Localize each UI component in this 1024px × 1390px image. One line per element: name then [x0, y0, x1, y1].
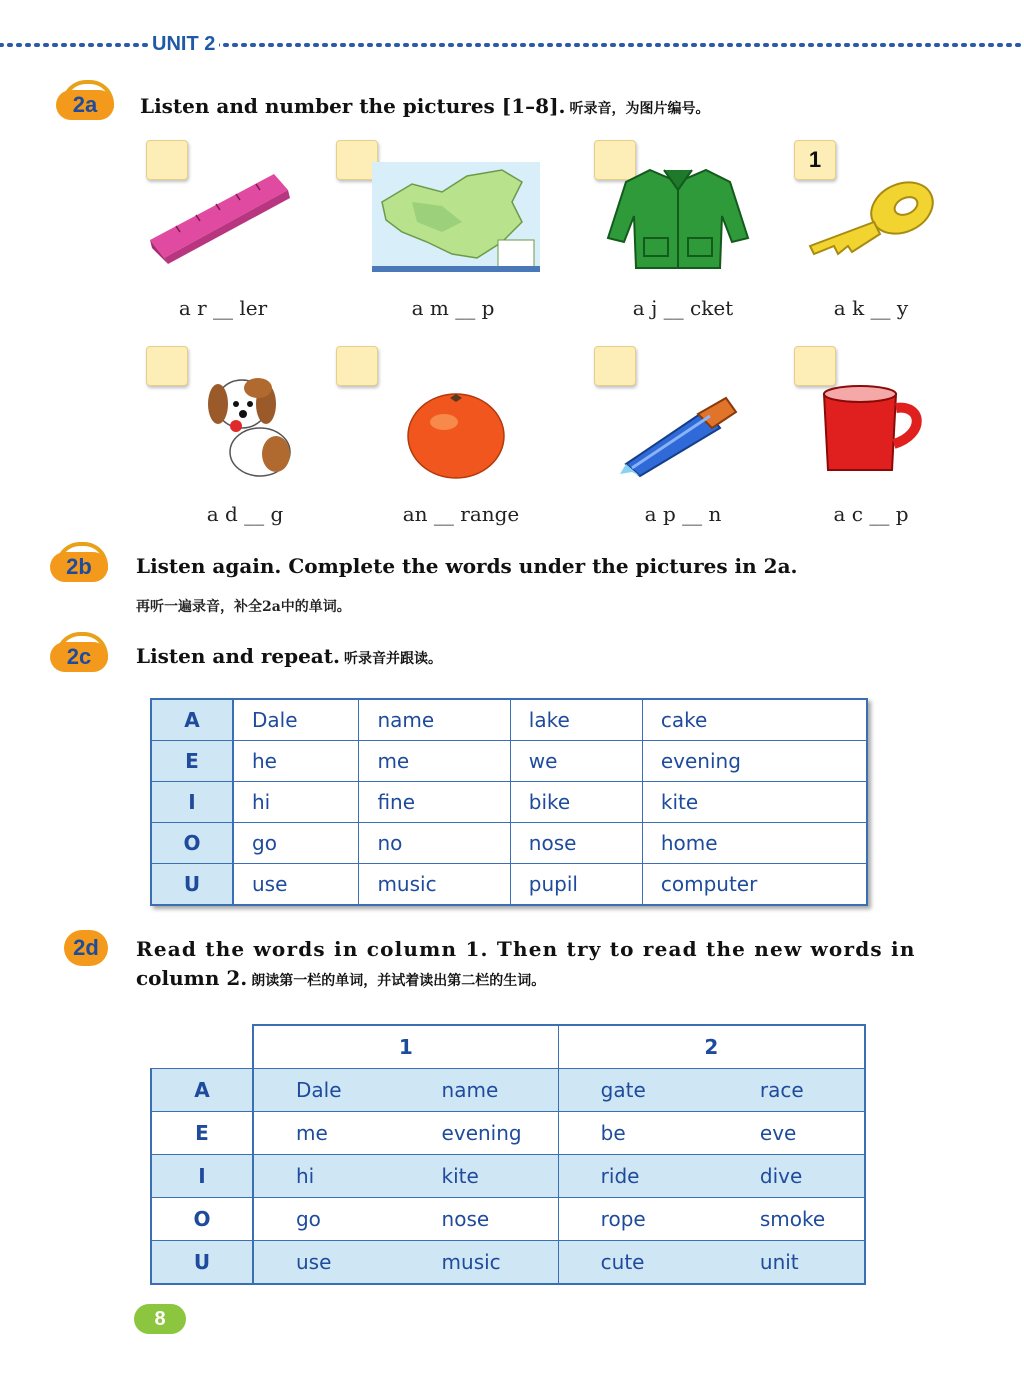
dog-icon [196, 364, 300, 484]
word-cell: cake [642, 699, 867, 741]
table-header-row [151, 1025, 865, 1069]
table-row [151, 699, 867, 741]
word-cell: Dale [233, 699, 359, 741]
instruction-2b: Listen again. Complete the words under the pictures in 2a. [136, 554, 798, 578]
number-box-cup[interactable] [794, 346, 836, 386]
pen-icon [618, 394, 742, 478]
page-number: 8 [134, 1304, 186, 1334]
word-cell: hi [253, 1155, 441, 1198]
word-cell: fine [359, 782, 510, 823]
vowel-words-table [150, 698, 868, 906]
instruction-2d-line2: column 2. 朗读第一栏的单词，并试着读出第二栏的生词。 [136, 966, 546, 990]
table-row [151, 1155, 865, 1198]
word-cell: gate [558, 1069, 759, 1112]
word-cell: eve [759, 1112, 865, 1155]
word-cup: a c __ p [833, 502, 909, 526]
table-row [151, 1198, 865, 1241]
word-cell: race [759, 1069, 865, 1112]
word-orange: an __ range [402, 502, 520, 526]
vowel-cell: I [151, 1155, 253, 1198]
word-ruler: a r __ ler [178, 296, 268, 320]
table-row [151, 1112, 865, 1155]
word-cell: he [233, 741, 359, 782]
section-badge-2a: 2a [56, 80, 116, 124]
word-cell: pupil [510, 864, 642, 906]
word-cell: dive [759, 1155, 865, 1198]
vowel-cell: E [151, 1112, 253, 1155]
key-icon [804, 176, 938, 260]
section-badge-2c: 2c [50, 632, 110, 676]
number-box-dog[interactable] [146, 346, 188, 386]
word-pen: a p __ n [644, 502, 722, 526]
word-cell: lake [510, 699, 642, 741]
new-words-table [150, 1024, 866, 1285]
word-cell: be [558, 1112, 759, 1155]
word-cell: music [359, 864, 510, 906]
word-dog: a d __ g [206, 502, 284, 526]
cup-icon [818, 382, 928, 480]
word-cell: rope [558, 1198, 759, 1241]
word-cell: no [359, 823, 510, 864]
word-cell: go [253, 1198, 441, 1241]
column-header-1: 1 [253, 1025, 558, 1069]
number-box-key[interactable]: 1 [794, 140, 836, 180]
table-row [151, 1241, 865, 1285]
table-row [151, 782, 867, 823]
number-box-orange[interactable] [336, 346, 378, 386]
word-cell: nose [441, 1198, 559, 1241]
word-cell: nose [510, 823, 642, 864]
word-cell: we [510, 741, 642, 782]
word-cell: use [253, 1241, 441, 1285]
word-cell: name [359, 699, 510, 741]
unit-title: UNIT 2 [148, 33, 219, 56]
table-row [151, 1069, 865, 1112]
vowel-cell: O [151, 823, 233, 864]
orange-icon [404, 390, 508, 480]
instruction-2c: Listen and repeat. 听录音并跟读。 [136, 644, 442, 668]
word-cell: kite [642, 782, 867, 823]
word-map: a m __ p [411, 296, 495, 320]
word-cell: unit [759, 1241, 865, 1285]
vowel-cell: U [151, 864, 233, 906]
vowel-cell: A [151, 699, 233, 741]
vowel-cell: U [151, 1241, 253, 1285]
instruction-2b-cn: 再听一遍录音，补全2a中的单词。 [136, 599, 351, 615]
word-cell: ride [558, 1155, 759, 1198]
word-cell: hi [233, 782, 359, 823]
word-cell: use [233, 864, 359, 906]
vowel-cell: A [151, 1069, 253, 1112]
header-blank [151, 1025, 253, 1069]
word-cell: cute [558, 1241, 759, 1285]
table-row [151, 823, 867, 864]
vowel-cell: I [151, 782, 233, 823]
word-jacket: a j __ cket [632, 296, 734, 320]
vowel-cell: E [151, 741, 233, 782]
section-badge-2b: 2b [50, 542, 110, 586]
vowel-cell: O [151, 1198, 253, 1241]
number-box-pen[interactable] [594, 346, 636, 386]
map-icon [372, 162, 540, 272]
instruction-2d-line1: Read the words in column 1. Then try to read the new words in [136, 937, 916, 961]
section-badge-2d: 2d [58, 926, 118, 970]
word-key: a k __ y [833, 296, 909, 320]
ruler-icon [146, 168, 292, 268]
word-cell: Dale [253, 1069, 441, 1112]
word-cell: bike [510, 782, 642, 823]
table-row [151, 864, 867, 906]
word-cell: smoke [759, 1198, 865, 1241]
word-cell: computer [642, 864, 867, 906]
word-cell: name [441, 1069, 559, 1112]
word-cell: evening [642, 741, 867, 782]
column-header-2: 2 [558, 1025, 865, 1069]
word-cell: home [642, 823, 867, 864]
word-cell: evening [441, 1112, 559, 1155]
word-cell: me [253, 1112, 441, 1155]
word-cell: kite [441, 1155, 559, 1198]
word-cell: music [441, 1241, 559, 1285]
word-cell: me [359, 741, 510, 782]
instruction-2a: Listen and number the pictures [1–8]. 听录音，为图片编号。 [140, 94, 710, 118]
word-cell: go [233, 823, 359, 864]
table-row [151, 741, 867, 782]
jacket-icon [604, 164, 752, 272]
